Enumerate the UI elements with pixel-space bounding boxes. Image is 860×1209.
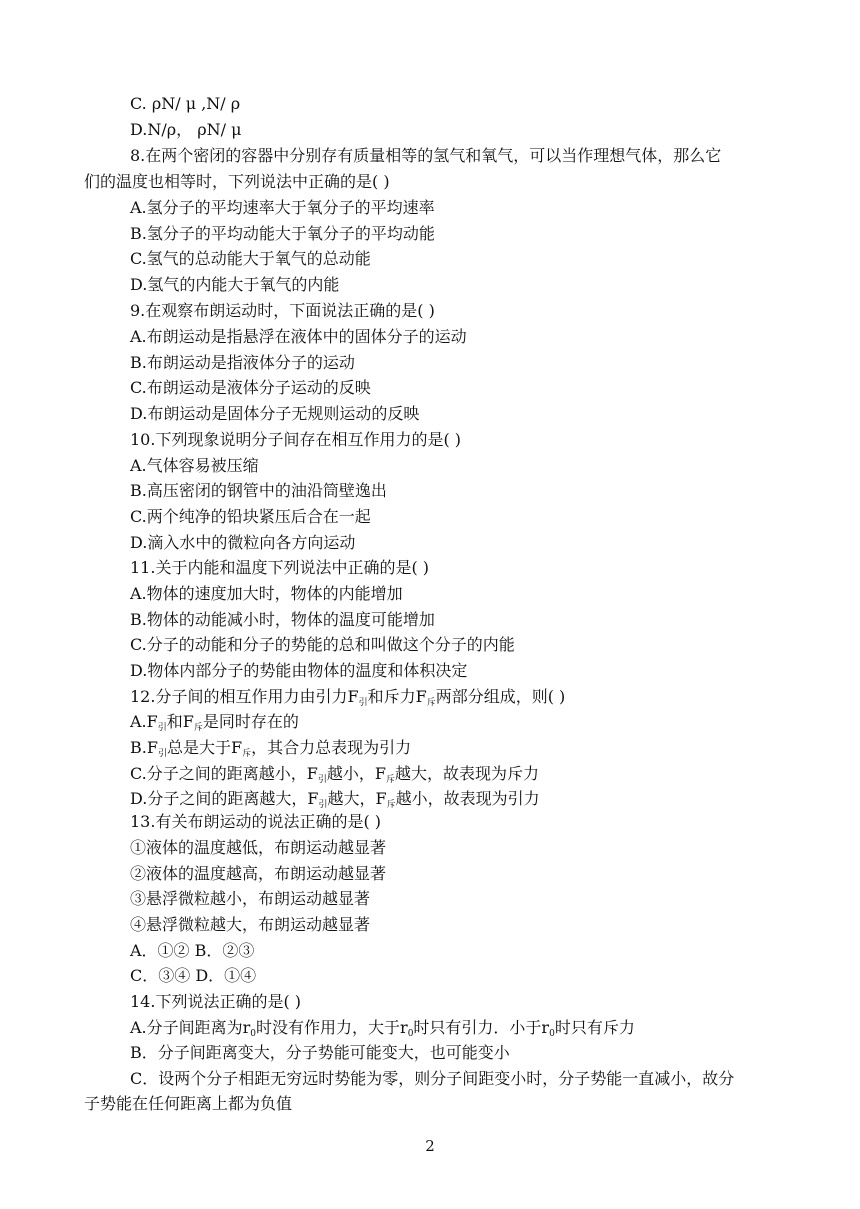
option-text: 越小，故表现为引力 (395, 789, 540, 808)
option-text: ，其合力总表现为引力 (251, 738, 412, 757)
subscript: 引 (318, 800, 328, 810)
q10-stem: 10.下列现象说明分子间存在相互作用力的是( ) (130, 430, 462, 449)
q7-option-d: D.N/ρ， ρN/ μ (130, 120, 242, 139)
page-number: 2 (425, 1137, 435, 1155)
q12-stem-text: 两部分组成，则( ) (435, 687, 566, 706)
subscript: 斥 (193, 723, 203, 733)
q11-stem: 11.关于内能和温度下列说法中正确的是( ) (130, 558, 430, 577)
q9-option-b: B.布朗运动是指液体分子的运动 (130, 353, 355, 372)
q13-options-cd: C．③④ D．①④ (130, 966, 257, 985)
option-text: 总是大于F (166, 738, 243, 757)
q14-stem: 14.下列说法正确的是( ) (130, 992, 302, 1011)
subscript: 斥 (242, 749, 252, 759)
q8-option-b: B.氢分子的平均动能大于氧分子的平均动能 (130, 224, 435, 243)
q12-stem-text: 12.分子间的相互作用力由引力F (130, 687, 359, 706)
subscript: 斥 (386, 800, 396, 810)
q7-option-c: C. ρN/ μ ,N/ ρ (130, 94, 241, 113)
option-text: 越大，故表现为斥力 (395, 764, 540, 783)
q12-stem-text: 和斥力F (367, 687, 427, 706)
q8-stem-line2: 们的温度也相等时，下列说法中正确的是( ) (84, 172, 390, 191)
option-text: C.分子之间的距离越小，F (130, 764, 318, 783)
option-text: 时只有斥力 (554, 1018, 635, 1037)
option-text: 时只有引力．小于r (413, 1018, 550, 1037)
option-text: 越大，F (327, 789, 387, 808)
q9-option-c: C.布朗运动是液体分子运动的反映 (130, 378, 371, 397)
q14-option-c-line2: 子势能在任何距离上都为负值 (84, 1094, 293, 1113)
q13-stem: 13.有关布朗运动的说法正确的是( ) (130, 812, 382, 831)
q9-option-d: D.布朗运动是固体分子无规则运动的反映 (130, 404, 420, 423)
q13-statement-1: ①液体的温度越低，布朗运动越显著 (130, 838, 387, 857)
q14-option-c-line1: C．设两个分子相距无穷远时势能为零，则分子间距变小时，分子势能一直减小，故分 (130, 1069, 735, 1088)
subscript: 引 (317, 775, 327, 785)
subscript: 斥 (426, 698, 436, 708)
option-text: A.分子间距离为r (130, 1018, 251, 1037)
option-text: 是同时存在的 (202, 712, 299, 731)
q13-statement-4: ④悬浮微粒越大，布朗运动越显著 (130, 915, 371, 934)
option-text: 时没有作用力，大于r (256, 1018, 408, 1037)
subscript: 引 (358, 698, 368, 708)
q10-option-a: A.气体容易被压缩 (130, 456, 259, 475)
q13-statement-2: ②液体的温度越高，布朗运动越显著 (130, 864, 387, 883)
option-text: D.分子之间的距离越大，F (130, 789, 319, 808)
q10-option-b: B.高压密闭的钢管中的油沿筒壁逸出 (130, 481, 387, 500)
subscript: 0 (407, 1029, 414, 1039)
option-text: B.F (130, 738, 158, 757)
subscript: 0 (549, 1029, 555, 1039)
subscript: 斥 (386, 775, 396, 785)
q9-stem: 9.在观察布朗运动时，下面说法正确的是( ) (130, 301, 435, 320)
subscript: 引 (157, 749, 167, 759)
q8-option-a: A.氢分子的平均速率大于氧分子的平均速率 (130, 198, 435, 217)
q8-option-c: C.氢气的总动能大于氧气的总动能 (130, 249, 371, 268)
q11-option-c: C.分子的动能和分子的势能的总和叫做这个分子的内能 (130, 635, 515, 654)
q11-option-d: D.物体内部分子的势能由物体的温度和体积决定 (130, 661, 468, 680)
q13-statement-3: ③悬浮微粒越小，布朗运动越显著 (130, 889, 371, 908)
q11-option-a: A.物体的速度加大时，物体的内能增加 (130, 584, 403, 603)
q8-stem-line1: 8.在两个密闭的容器中分别存有质量相等的氢气和氧气，可以当作理想气体，那么它 (130, 146, 722, 165)
q9-option-a: A.布朗运动是指悬浮在液体中的固体分子的运动 (130, 327, 467, 346)
option-text: 和F (166, 712, 194, 731)
q10-option-c: C.两个纯净的铅块紧压后合在一起 (130, 507, 371, 526)
q13-options-ab: A．①② B．②③ (130, 941, 255, 960)
q14-option-b: B．分子间距离变大，分子势能可能变大，也可能变小 (130, 1043, 510, 1062)
subscript: 引 (157, 723, 167, 733)
option-text: A.F (130, 712, 158, 731)
q10-option-d: D.滴入水中的微粒向各方向运动 (130, 533, 356, 552)
q8-option-d: D.氢气的内能大于氧气的内能 (130, 275, 340, 294)
subscript: 0 (250, 1029, 257, 1039)
q11-option-b: B.物体的动能减小时，物体的温度可能增加 (130, 610, 435, 629)
option-text: 越小，F (326, 764, 386, 783)
